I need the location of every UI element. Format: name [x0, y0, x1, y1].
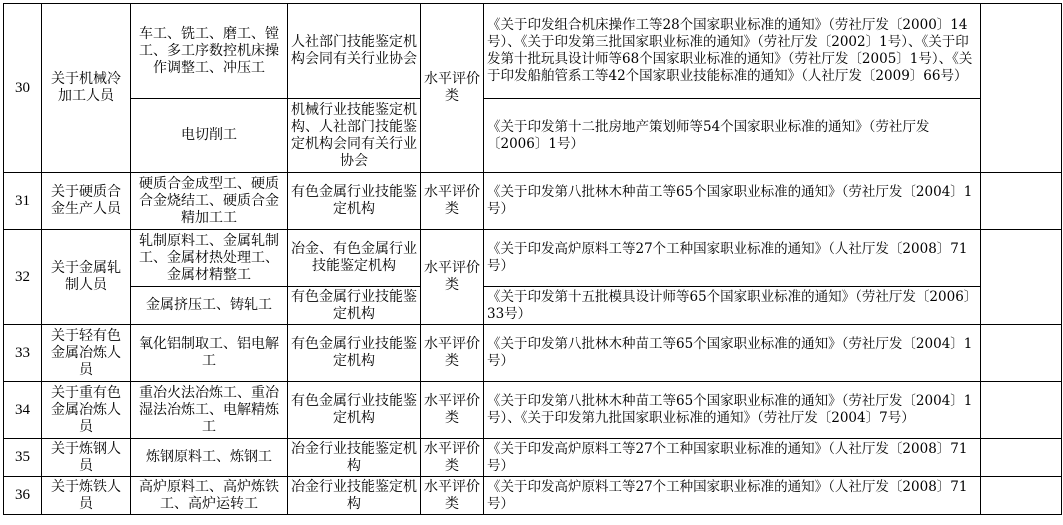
category-cell: 关于炼铁人员	[42, 477, 131, 515]
agency-cell: 冶金行业技能鉴定机构	[288, 477, 421, 515]
basis-cell: 《关于印发高炉原料工等27个工种国家职业标准的通知》（人社厅发〔2008〕71号）	[484, 230, 981, 287]
row-number: 35	[4, 439, 42, 477]
agency-cell: 冶金、有色金属行业技能鉴定机构	[288, 230, 421, 287]
occupations-cell: 车工、铣工、磨工、镗工、多工序数控机床操作调整工、冲压工	[131, 4, 288, 99]
category-cell: 关于机械冷加工人员	[42, 4, 131, 173]
category-cell: 关于炼钢人员	[42, 439, 131, 477]
blank-cell	[981, 325, 1062, 382]
eval-type-cell: 水平评价类	[421, 382, 484, 439]
table-row	[4, 99, 1062, 173]
occupations-cell: 重冶火法冶炼工、重冶湿法冶炼工、电解精炼工	[131, 382, 288, 439]
basis-cell: 《关于印发第十二批房地产策划师等54个国家职业标准的通知》（劳社厅发〔2006〕1号）	[484, 99, 981, 173]
row-number: 33	[4, 325, 42, 382]
eval-type-cell: 水平评价类	[421, 173, 484, 230]
occupations-cell: 硬质合金成型工、硬质合金烧结工、硬质合金精加工工	[131, 173, 288, 230]
occupations-cell: 炼钢原料工、炼钢工	[131, 439, 288, 477]
row-number: 36	[4, 477, 42, 515]
agency-cell: 机械行业技能鉴定机构、人社部门技能鉴定机构会同有关行业协会	[288, 99, 421, 173]
agency-cell: 冶金行业技能鉴定机构	[288, 439, 421, 477]
basis-cell: 《关于印发第八批林木种苗工等65个国家职业标准的通知》（劳社厅发〔2004〕1号）	[484, 325, 981, 382]
eval-type-cell: 水平评价类	[421, 230, 484, 325]
table-row	[4, 382, 1062, 439]
occupations-cell: 电切削工	[131, 99, 288, 173]
blank-cell	[981, 4, 1062, 173]
basis-cell: 《关于印发第十五批模具设计师等65个国家职业标准的通知》（劳社厅发〔2006〕33号）	[484, 287, 981, 325]
eval-type-cell: 水平评价类	[421, 477, 484, 515]
blank-cell	[981, 230, 1062, 325]
table-row	[4, 325, 1062, 382]
table-row	[4, 477, 1062, 515]
table-row	[4, 173, 1062, 230]
agency-cell: 有色金属行业技能鉴定机构	[288, 325, 421, 382]
agency-cell: 有色金属行业技能鉴定机构	[288, 287, 421, 325]
basis-cell: 《关于印发第八批林木种苗工等65个国家职业标准的通知》（劳社厅发〔2004〕1号）、《关于印发第九批国家职业标准的通知》（劳社厅发〔2004〕7号）	[484, 382, 981, 439]
basis-cell: 《关于印发高炉原料工等27个工种国家职业标准的通知》（人社厅发〔2008〕71号）	[484, 477, 981, 515]
blank-cell	[981, 477, 1062, 515]
basis-cell: 《关于印发高炉原料工等27个工种国家职业标准的通知》（人社厅发〔2008〕71号）	[484, 439, 981, 477]
basis-cell: 《关于印发第八批林木种苗工等65个国家职业标准的通知》（劳社厅发〔2004〕1号）	[484, 173, 981, 230]
occupations-cell: 氧化铝制取工、铝电解工	[131, 325, 288, 382]
category-cell: 关于金属轧制人员	[42, 230, 131, 325]
category-cell: 关于重有色金属冶炼人员	[42, 382, 131, 439]
blank-cell	[981, 382, 1062, 439]
category-cell: 关于轻有色金属冶炼人员	[42, 325, 131, 382]
table-row	[4, 4, 1062, 99]
occupations-cell: 金属挤压工、铸轧工	[131, 287, 288, 325]
category-cell: 关于硬质合金生产人员	[42, 173, 131, 230]
table-row	[4, 230, 1062, 287]
agency-cell: 有色金属行业技能鉴定机构	[288, 173, 421, 230]
table-row	[4, 439, 1062, 477]
occupations-cell: 轧制原料工、金属轧制工、金属材热处理工、金属材精整工	[131, 230, 288, 287]
row-number: 30	[4, 4, 42, 173]
blank-cell	[981, 439, 1062, 477]
row-number: 32	[4, 230, 42, 325]
eval-type-cell: 水平评价类	[421, 325, 484, 382]
occupation-table	[3, 3, 1062, 515]
row-number: 34	[4, 382, 42, 439]
agency-cell: 人社部门技能鉴定机构会同有关行业协会	[288, 4, 421, 99]
agency-cell: 有色金属行业技能鉴定机构	[288, 382, 421, 439]
basis-cell: 《关于印发组合机床操作工等28个国家职业标准的通知》（劳社厅发〔2000〕14号）、《关于印发第三批国家职业标准的通知》（劳社厅发〔2002〕1号）、《关于印发第十批玩具设计师等68个国家职业标准的通知》（劳社厅发〔2005〕1号）、《关于印发船舶管系工等42个国家职业技能标准的通知》（人社厅发〔2009〕66号）	[484, 4, 981, 99]
eval-type-cell: 水平评价类	[421, 439, 484, 477]
eval-type-cell: 水平评价类	[421, 4, 484, 173]
blank-cell	[981, 173, 1062, 230]
table-row	[4, 287, 1062, 325]
occupations-cell: 高炉原料工、高炉炼铁工、高炉运转工	[131, 477, 288, 515]
row-number: 31	[4, 173, 42, 230]
